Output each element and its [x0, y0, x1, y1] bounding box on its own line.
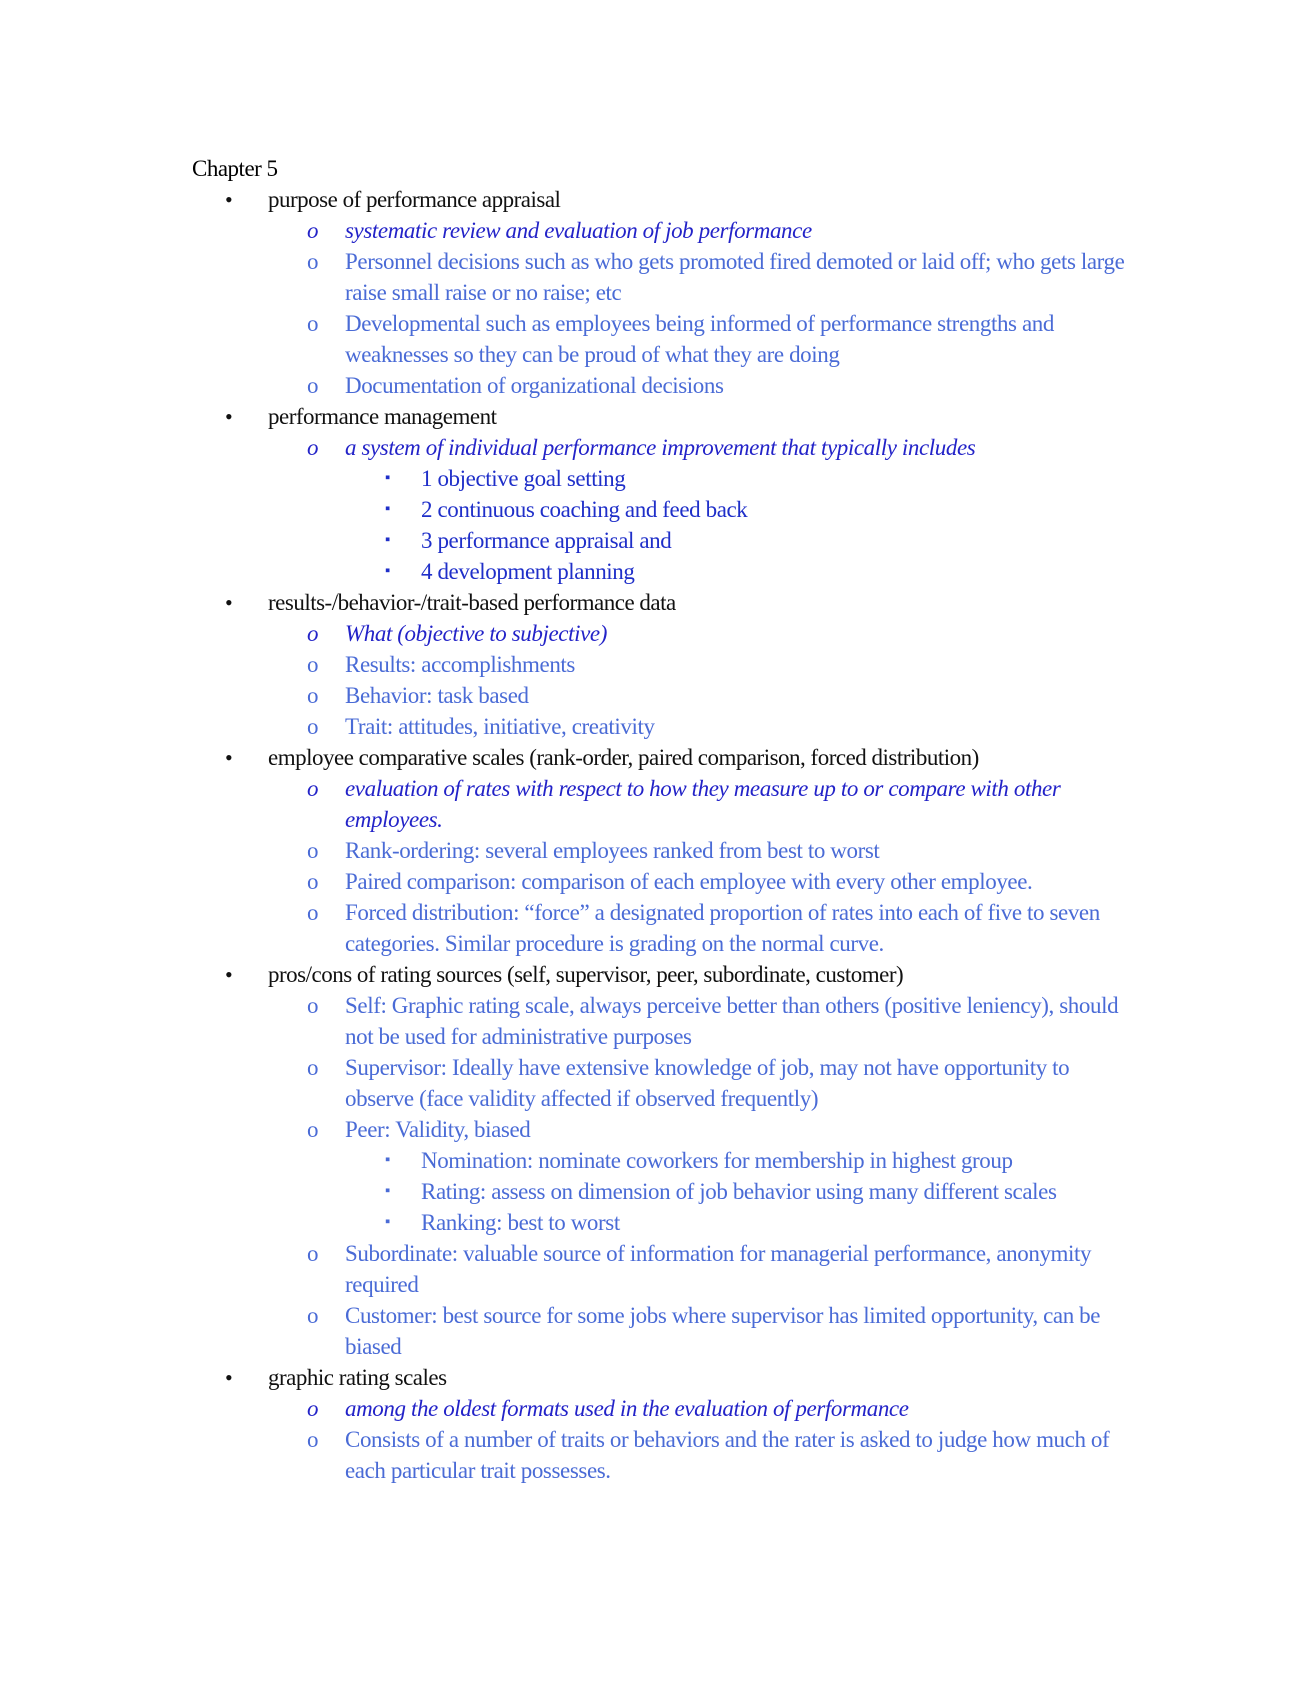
list-item: [192, 1052, 1132, 1114]
item-text: Paired comparison: comparison of each employee with every other employee.: [345, 869, 1033, 894]
item-text: Developmental such as employees being informed of performance strengths and weaknesses so they can be proud of what they are doing: [345, 311, 1054, 367]
heading-text: graphic rating scales: [268, 1365, 447, 1390]
item-text: Customer: best source for some jobs where supervisor has limited opportunity, can be biased: [345, 1303, 1101, 1359]
list-item: [192, 835, 1132, 866]
item-text: Peer: Validity, biased: [345, 1117, 531, 1142]
bullet-icon: •: [225, 745, 233, 770]
sub-bullet-icon: o: [307, 900, 319, 925]
list-item: [192, 1424, 1132, 1486]
list-item: [192, 897, 1132, 959]
list-item: [192, 370, 1132, 401]
item-text: Behavior: task based: [345, 683, 529, 708]
sub-bullet-icon: o: [307, 1396, 319, 1421]
sub-bullet-icon: o: [307, 1117, 319, 1142]
list-item: [192, 680, 1132, 711]
square-bullet-icon: ▪: [385, 470, 390, 486]
item-text: Nomination: nominate coworkers for membership in highest group: [421, 1148, 1013, 1173]
section-heading-performance-management: [192, 401, 1132, 432]
definition-item: [192, 773, 1132, 835]
bullet-icon: •: [225, 590, 233, 615]
list-item: [192, 1238, 1132, 1300]
definition-text: evaluation of rates with respect to how they measure up to or compare with other employees.: [345, 776, 1061, 832]
list-item: [192, 711, 1132, 742]
sub-bullet-icon: o: [307, 249, 319, 274]
section-heading-comparative-scales: [192, 742, 1132, 773]
item-text: Trait: attitudes, initiative, creativity: [345, 714, 655, 739]
definition-text: What (objective to subjective): [345, 621, 607, 646]
item-text: 2 continuous coaching and feed back: [421, 497, 748, 522]
list-item: [192, 866, 1132, 897]
list-item: [192, 1145, 1132, 1176]
sub-bullet-icon: o: [307, 435, 319, 460]
bullet-icon: •: [225, 1365, 233, 1390]
square-bullet-icon: ▪: [385, 501, 390, 517]
heading-text: employee comparative scales (rank-order, paired comparison, forced distribution): [268, 745, 979, 770]
item-text: Results: accomplishments: [345, 652, 575, 677]
list-item: [192, 556, 1132, 587]
list-item: [192, 246, 1132, 308]
list-item: [192, 1176, 1132, 1207]
bullet-icon: •: [225, 962, 233, 987]
bullet-icon: •: [225, 187, 233, 212]
sub-bullet-icon: o: [307, 683, 319, 708]
item-text: 4 development planning: [421, 559, 635, 584]
item-text: 1 objective goal setting: [421, 466, 626, 491]
definition-item: [192, 618, 1132, 649]
list-item: [192, 1300, 1132, 1362]
sub-bullet-icon: o: [307, 714, 319, 739]
list-item: [192, 1114, 1132, 1145]
definition-text: systematic review and evaluation of job performance: [345, 218, 812, 243]
section-heading-performance-data: [192, 587, 1132, 618]
section-heading-rating-sources: [192, 959, 1132, 990]
definition-item: [192, 1393, 1132, 1424]
sub-bullet-icon: o: [307, 993, 319, 1018]
sub-bullet-icon: o: [307, 311, 319, 336]
sub-bullet-icon: o: [307, 1055, 319, 1080]
list-item: [192, 1207, 1132, 1238]
sub-bullet-icon: o: [307, 838, 319, 863]
square-bullet-icon: ▪: [385, 1183, 390, 1199]
sub-bullet-icon: o: [307, 1241, 319, 1266]
section-heading-purpose: [192, 184, 1132, 215]
item-text: Ranking: best to worst: [421, 1210, 620, 1235]
item-text: Supervisor: Ideally have extensive knowledge of job, may not have opportunity to observe (face validity affected if observed frequently): [345, 1055, 1070, 1111]
heading-text: purpose of performance appraisal: [268, 187, 561, 212]
sub-bullet-icon: o: [307, 1427, 319, 1452]
item-text: 3 performance appraisal and: [421, 528, 672, 553]
chapter-title: Chapter 5: [192, 156, 278, 181]
list-item: [192, 308, 1132, 370]
square-bullet-icon: ▪: [385, 1214, 390, 1230]
heading-text: results-/behavior-/trait-based performance data: [268, 590, 676, 615]
sub-bullet-icon: o: [307, 652, 319, 677]
square-bullet-icon: ▪: [385, 1152, 390, 1168]
definition-item: [192, 432, 1132, 463]
square-bullet-icon: ▪: [385, 563, 390, 579]
item-text: Documentation of organizational decisions: [345, 373, 724, 398]
item-text: Forced distribution: “force” a designated proportion of rates into each of five to seven categories. Similar procedure is grading on the normal curve.: [345, 900, 1100, 956]
item-text: Consists of a number of traits or behaviors and the rater is asked to judge how much of each particular trait possesses.: [345, 1427, 1110, 1483]
sub-bullet-icon: o: [307, 218, 319, 243]
item-text: Personnel decisions such as who gets promoted fired demoted or laid off; who gets large raise small raise or no raise; etc: [345, 249, 1125, 305]
heading-text: pros/cons of rating sources (self, supervisor, peer, subordinate, customer): [268, 962, 904, 987]
list-item: [192, 990, 1132, 1052]
section-heading-graphic-rating-scales: [192, 1362, 1132, 1393]
list-item: [192, 649, 1132, 680]
square-bullet-icon: ▪: [385, 532, 390, 548]
heading-text: performance management: [268, 404, 497, 429]
sub-bullet-icon: o: [307, 373, 319, 398]
item-text: Subordinate: valuable source of information for managerial performance, anonymity required: [345, 1241, 1092, 1297]
list-item: [192, 494, 1132, 525]
item-text: Rank-ordering: several employees ranked from best to worst: [345, 838, 880, 863]
sub-bullet-icon: o: [307, 776, 319, 801]
list-item: [192, 463, 1132, 494]
sub-bullet-icon: o: [307, 869, 319, 894]
definition-text: among the oldest formats used in the evaluation of performance: [345, 1396, 909, 1421]
item-text: Rating: assess on dimension of job behavior using many different scales: [421, 1179, 1057, 1204]
sub-bullet-icon: o: [307, 621, 319, 646]
definition-item: [192, 215, 1132, 246]
sub-bullet-icon: o: [307, 1303, 319, 1328]
list-item: [192, 525, 1132, 556]
document-page: [192, 153, 1132, 1486]
bullet-icon: •: [225, 404, 233, 429]
item-text: Self: Graphic rating scale, always perceive better than others (positive leniency), should not be used for administrative purposes: [345, 993, 1119, 1049]
definition-text: a system of individual performance improvement that typically includes: [345, 435, 976, 460]
